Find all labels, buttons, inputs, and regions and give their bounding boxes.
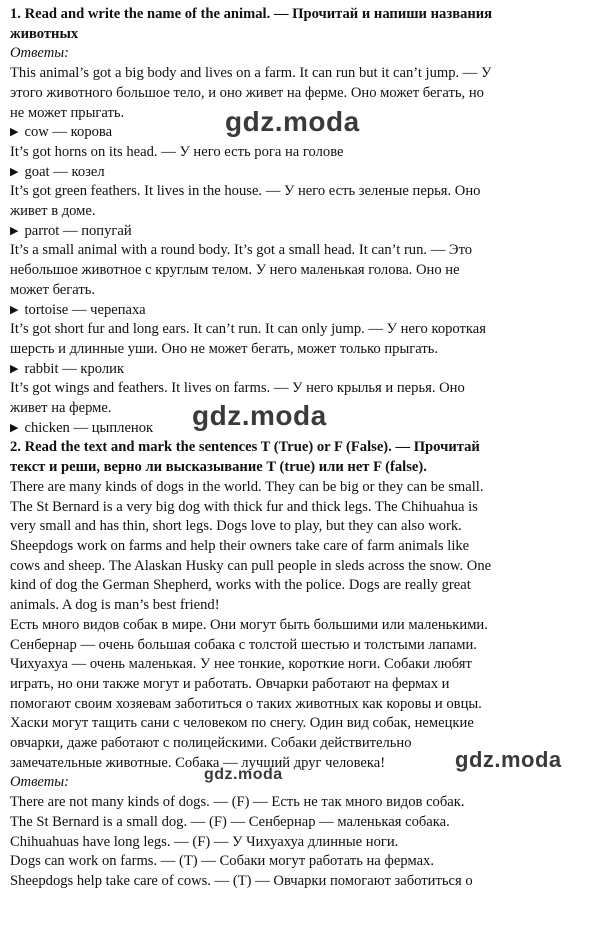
question-text: шерсть и длинные уши. Оно не может бегать, может только прыгать. [10,340,439,357]
russian-text-line: Хаски могут тащить сани с человеком по снегу. Один вид собак, немецкие [10,715,474,732]
question-text: It’s got wings and feathers. It lives on farms. — У него крылья и перья. Оно [10,380,465,397]
answer-line [10,222,590,242]
watermark-logo: gdz.moda [204,766,283,783]
true-false-answer: The St Bernard is a small dog. — (F) — Сенбернар — маленькая собака. [10,813,450,830]
answer-line [10,123,590,143]
answer-line [10,163,590,183]
answer-text: goat — козел [24,163,105,180]
question-text: этого животного большое тело, и оно живет на ферме. Оно может бегать, но [10,84,484,101]
triangle-arrow-icon: ▶ [10,224,19,237]
question-text: It’s a small animal with a round body. It’s got a small head. It can’t run. — Это [10,242,473,259]
question-text: может бегать. [10,281,96,298]
section1-heading: 1. Read and write the name of the animal. — Прочитай и напиши названия [10,6,493,22]
answer-line [10,360,590,380]
question-text: This animal’s got a big body and lives on a farm. It can run but it can’t jump. — У [10,65,492,82]
english-text-line: There are many kinds of dogs in the world. They can be big or they can be small. [10,478,484,495]
russian-text-line: Есть много видов собак в мире. Они могут быть большими или маленькими. [10,616,488,633]
triangle-arrow-icon: ▶ [10,303,19,316]
watermark-logo: gdz.moda [225,106,360,137]
answer-text: parrot — попугай [24,222,132,239]
question-text: не может прыгать. [10,104,125,121]
answer-text: chicken — цыпленок [24,419,154,436]
watermark-logo: gdz.moda [192,400,327,431]
triangle-arrow-icon: ▶ [10,126,19,139]
answer-line [10,419,590,439]
section2-heading-cont: текст и реши, верно ли высказывание T (true) или нет F (false). [10,459,427,476]
question-text: It’s got short fur and long ears. It can’t run. It can only jump. — У него короткая [10,321,486,338]
question-text: небольшое животное с круглым телом. У него маленькая голова. Оно не [10,262,460,279]
english-text-line: very small and has thin, short legs. Dogs love to play, but they can also work. [10,518,462,535]
true-false-answer: Dogs can work on farms. — (T) — Собаки могут работать на фермах. [10,853,435,870]
russian-text-line: помогают своим хозяевам заботиться о таких животных как коровы и овцы. [10,695,482,712]
true-false-answer: Chihuahuas have long legs. — (F) — У Чихуахуа длинные ноги. [10,833,399,850]
true-false-answer: There are not many kinds of dogs. — (F) — Есть не так много видов собак. [10,794,465,811]
document-page [10,5,590,892]
triangle-arrow-icon: ▶ [10,421,19,434]
question-text: живет на ферме. [10,400,112,417]
russian-text-line: овчарки, даже работают с полицейскими. Собаки действительно [10,735,412,752]
answer-text: cow — корова [24,124,113,141]
russian-text-line: Сенбернар — очень большая собака с толстой шестью и толстыми лапами. [10,636,477,653]
answers-label: Ответы: [10,45,69,62]
answer-text: tortoise — черепаха [24,301,146,318]
english-text-line: animals. A dog is man’s best friend! [10,597,220,614]
triangle-arrow-icon: ▶ [10,362,19,375]
section1-heading-cont: животных [10,25,79,42]
question-text: живет в доме. [10,203,96,220]
english-text-line: cows and sheep. The Alaskan Husky can pull people in sleds across the snow. One [10,557,492,574]
english-text-line: kind of dog the German Shepherd, works with the police. Dogs are really great [10,577,471,594]
russian-text-line: Чихуахуа — очень маленькая. У нее тонкие, короткие ноги. Собаки любят [10,656,472,673]
english-text-line: Sheepdogs work on farms and help their owners take care of farm animals like [10,537,470,554]
english-text-line: The St Bernard is a very big dog with thick fur and thick legs. The Chihuahua is [10,498,478,515]
answer-text: rabbit — кролик [24,360,125,377]
section2-heading: 2. Read the text and mark the sentences T (True) or F (False). — Прочитай [10,439,480,456]
true-false-answer: Sheepdogs help take care of cows. — (T) — Овчарки помогают заботиться о [10,872,473,889]
question-text: It’s got green feathers. It lives in the house. — У него есть зеленые перья. Оно [10,183,481,200]
triangle-arrow-icon: ▶ [10,165,19,178]
answers-label: Ответы: [10,774,69,791]
russian-text-line: играть, но они также могут и работать. Овчарки работают на фермах и [10,675,450,692]
watermark-logo: gdz.moda [455,747,562,772]
russian-text-line: замечательные животные. Собака — лучший друг человека! [10,754,386,771]
question-text: It’s got horns on its head. — У него есть рога на голове [10,143,344,160]
answer-line [10,301,590,321]
